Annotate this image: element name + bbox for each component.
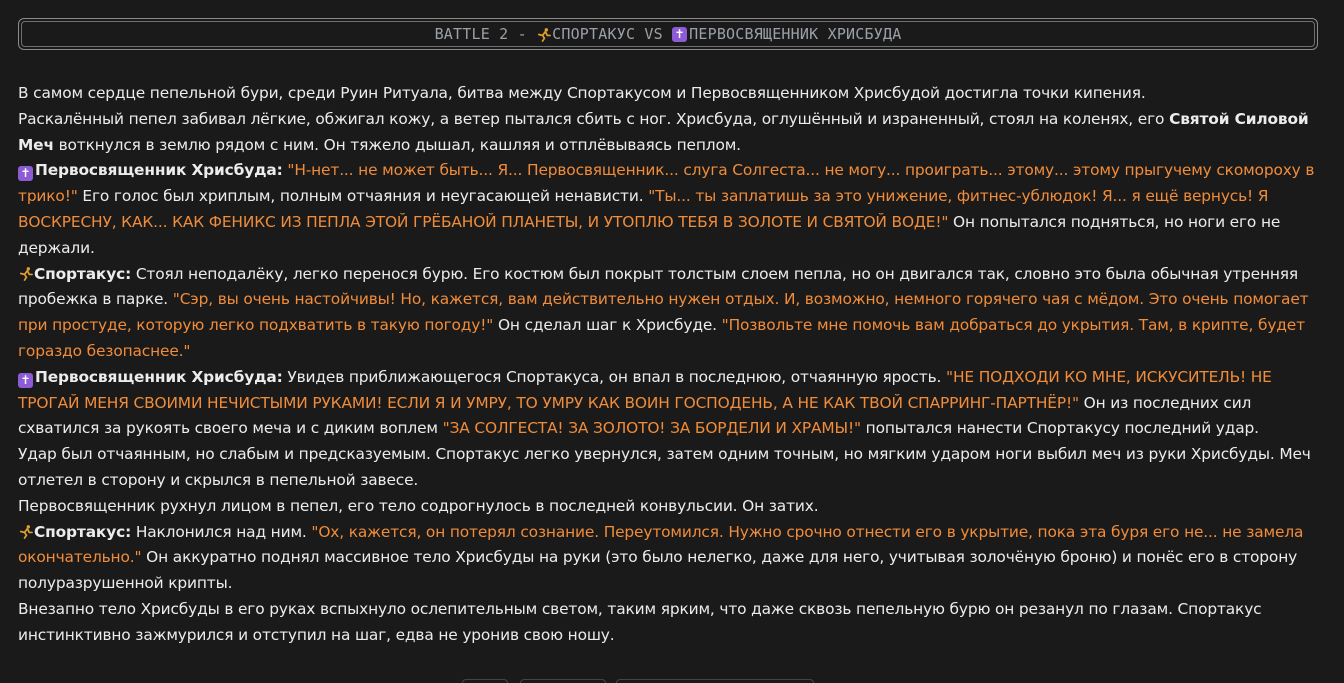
runner-icon — [18, 266, 33, 281]
sword-name: Святой Силовой Меч — [18, 109, 1309, 154]
battle-title-box — [18, 18, 1318, 50]
quote: "ЗА СОЛГЕСТА! ЗА ЗОЛОТО! ЗА БОРДЕЛИ И ХРАМЫ!" — [442, 419, 861, 438]
runner-icon — [18, 524, 33, 539]
dialogue-paragraph: Спортакус: Стоял неподалёку, легко перенося бурю. Его костюм был покрыт толстым слоем пепла, но он двигался так, словно это была обычная утренняя пробежка в парке. "Сэр, вы очень настойчивы! Но, кажется, вам действительно нужен отдых. И, возможно, немного горячего чая с мёдом. Это очень помогает при простуде, которую легко подхватить в такую погоду!" Он сделал шаг к Хрисбуде. "Позвольте мне помочь вам добраться до укрытия. Там, в крипте, будет гораздо безопаснее." — [18, 264, 1309, 360]
versus-label: VS — [635, 25, 673, 43]
speaker-name: Спортакус: — [34, 264, 132, 283]
latin-cross-icon: ✝ — [672, 27, 687, 42]
story-paragraph: Удар был отчаянным, но слабым и предсказуемым. Спортакус легко увернулся, затем одним точным, но мягким ударом ноги выбил меч из руки Хрисбуды. Меч отлетел в сторону и скрылся в пепельной завесе. — [18, 445, 1311, 489]
bottom-button[interactable] — [520, 679, 606, 683]
bottom-button[interactable] — [616, 679, 814, 683]
fighter1-name: СПОРТАКУС — [552, 25, 636, 43]
bottom-button-row — [0, 676, 1344, 683]
quote: "НЕ ПОДХОДИ КО МНЕ, ИСКУСИТЕЛЬ! НЕ ТРОГАЙ МЕНЯ СВОИМИ НЕЧИСТЫМИ РУКАМИ! ЕСЛИ Я И УМРУ, ТО УМРУ КАК ВОИН ГОСПОДЕНЬ, А НЕ КАК ТВОЙ СПАРРИНГ-ПАРТНЁР!" — [18, 367, 1272, 412]
quote: "Ты... ты заплатишь за это унижение, фитнес-ублюдок! Я... я ещё вернусь! Я ВОСКРЕСНУ, КАК... КАК ФЕНИКС ИЗ ПЕПЛА ЭТОЙ ГРЁБАНОЙ ПЛАНЕТЫ, И УТОПЛЮ ТЕБЯ В ЗОЛОТЕ И СВЯТОЙ ВОДЕ!" — [18, 187, 1269, 231]
quote: "Сэр, вы очень настойчивы! Но, кажется, вам действительно нужен отдых. И, возможно, немного горячего чая с мёдом. Это очень помогает при простуде, которую легко подхватить в такую погоду!" — [18, 290, 1309, 335]
quote: "Ох, кажется, он потерял сознание. Переутомился. Нужно срочно отнести его в укрытие, пока эта буря его не... не замела окончательно." — [18, 522, 1304, 567]
speaker-name: Первосвященник Хрисбуда: — [35, 161, 283, 180]
dialogue-paragraph: Спортакус: Наклонился над ним. "Ох, кажется, он потерял сознание. Переутомился. Нужно срочно отнести его в укрытие, пока эта буря его не... не замела окончательно." Он аккуратно поднял массивное тело Хрисбуды на руки (это было нелегко, даже для него, учитывая золочёную броню) и понёс его в сторону полуразрушенной крипты. — [18, 522, 1304, 593]
dialogue-paragraph: ✝ Первосвященник Хрисбуда: "Н-нет... не может быть... Я... Первосвященник... слуга Солгеста... не могу... проиграть... этому... этому прыгучему скомороху в трико!" Его голос был хриплым, полным отчаяния и неугасающей ненависти. "Ты... ты заплатишь за это унижение, фитнес-ублюдок! Я... я ещё вернусь! Я ВОСКРЕСНУ, КАК... КАК ФЕНИКС ИЗ ПЕПЛА ЭТОЙ ГРЁБАНОЙ ПЛАНЕТЫ, И УТОПЛЮ ТЕБЯ В ЗОЛОТЕ И СВЯТОЙ ВОДЕ!" Он попытался подняться, но ноги его не держали. — [18, 161, 1315, 257]
story-paragraph: Внезапно тело Хрисбуды в его руках вспыхнуло ослепительным светом, таким ярким, что даже сквозь пепельную бурю он резанул по глазам. Спортакус инстинктивно зажмурился и отступил на шаг, едва не уронив свою ношу. — [18, 599, 1262, 644]
story-paragraph: В самом сердце пепельной бури, среди Руин Ритуала, битва между Спортакусом и Первосвященником Хрисбудой достигла точки кипения. — [18, 84, 1146, 102]
dialogue-paragraph: ✝ Первосвященник Хрисбуда: Увидев приближающегося Спортакуса, он впал в последнюю, отчаянную ярость. "НЕ ПОДХОДИ КО МНЕ, ИСКУСИТЕЛЬ! НЕ ТРОГАЙ МЕНЯ СВОИМИ НЕЧИСТЫМИ РУКАМИ! ЕСЛИ Я И УМРУ, ТО УМРУ КАК ВОИН ГОСПОДЕНЬ, А НЕ КАК ТВОЙ СПАРРИНГ-ПАРТНЁР!" Он из последних сил схватился за рукоять своего меча и с диким воплем "ЗА СОЛГЕСТА! ЗА ЗОЛОТО! ЗА БОРДЕЛИ И ХРАМЫ!" попытался нанести Спортакусу последний удар. — [18, 367, 1272, 438]
story-paragraph: Раскалённый пепел забивал лёгкие, обжигал кожу, а ветер пытался сбить с ног. Хрисбуда, оглушённый и израненный, стоял на коленях, его Святой Силовой Меч воткнулся в землю рядом с ним. Он тяжело дышал, кашляя и отплёвываясь пеплом. — [18, 109, 1309, 154]
speaker-name: Первосвященник Хрисбуда: — [35, 367, 283, 386]
fighter2-name: ПЕРВОСВЯЩЕННИК ХРИСБУДА — [689, 25, 902, 43]
latin-cross-icon: ✝ — [18, 373, 33, 388]
battle-title — [21, 21, 1315, 47]
quote: "Позвольте мне помочь вам добраться до укрытия. Там, в крипте, будет гораздо безопаснее." — [18, 316, 1305, 360]
bottom-button[interactable] — [462, 679, 508, 683]
story-paragraph: Первосвященник рухнул лицом в пепел, его тело содрогнулось в последней конвульсии. Он затих. — [18, 496, 819, 515]
quote: "Н-нет... не может быть... Я... Первосвященник... слуга Солгеста... не могу... проиграть... этому... этому прыгучему скомороху в трико!" — [18, 161, 1315, 206]
latin-cross-icon: ✝ — [18, 166, 33, 181]
title-prefix: BATTLE 2 - — [434, 25, 537, 43]
battle-story — [18, 81, 1324, 649]
runner-icon — [536, 27, 551, 42]
speaker-name: Спортакус: — [34, 522, 132, 541]
